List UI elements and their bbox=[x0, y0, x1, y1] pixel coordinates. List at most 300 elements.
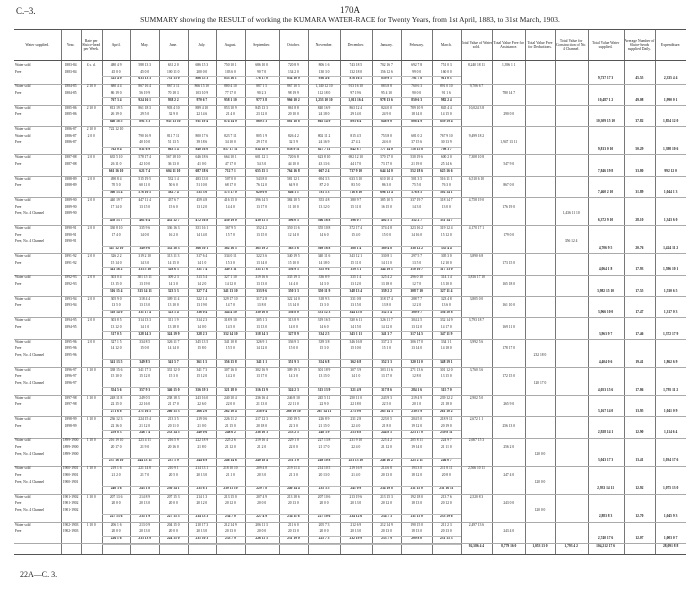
cell-aug: 14 4 0 bbox=[225, 204, 235, 209]
cell-jul: 103 10 9 bbox=[195, 91, 209, 96]
cell-jun: 20 0 0 bbox=[168, 501, 178, 506]
cell-nov: 267 14 11 bbox=[316, 408, 332, 413]
cell-apr: 20 17 0 bbox=[110, 445, 122, 450]
cell-aug: 14 12 0 bbox=[225, 282, 236, 287]
cell-feb: 284 1 6 bbox=[411, 387, 423, 392]
cell-mar: 20 12 0 bbox=[440, 501, 452, 506]
cell-jul: 14 2 0 bbox=[197, 282, 207, 287]
cell-oct: 350 11 6 bbox=[287, 226, 300, 230]
cell-apr: 560 13 4 bbox=[109, 189, 123, 194]
cell-year: 1886-87 bbox=[64, 140, 77, 145]
cell-td: 120 0 0 bbox=[534, 507, 546, 512]
cell-avg: 49.08 bbox=[635, 97, 644, 102]
cell-avg: 17.55 bbox=[635, 288, 644, 293]
cell-feb: 296 0 10 bbox=[410, 275, 423, 280]
cell-jun: 227 15 3 bbox=[166, 514, 180, 519]
cell-mar: 231 16 11 bbox=[439, 486, 454, 491]
cell-feb: 192 18 0 bbox=[410, 494, 423, 499]
cell-ta: 547 9 0 bbox=[503, 161, 515, 166]
cell-sep: 341 1 1 bbox=[256, 359, 267, 364]
cell-feb: 211 11 0 bbox=[410, 514, 423, 519]
cell-jan: 223 0 5 bbox=[381, 417, 392, 422]
cell-feb: 190 15 0 bbox=[410, 522, 423, 527]
cell-jan: 233 7 9 bbox=[381, 535, 392, 540]
cell-jul: 886 15 3 bbox=[195, 76, 209, 81]
cell-nov: 235 3 5 bbox=[318, 486, 330, 491]
cell-td: 120 0 0 bbox=[534, 479, 546, 484]
cell-feb: 12 7 0 bbox=[412, 282, 422, 287]
cell-nov: 315 13 9 bbox=[317, 387, 331, 392]
cell-nov: 354 6 8 bbox=[318, 359, 330, 364]
cell-jul: 41 0 0 bbox=[197, 161, 207, 166]
cell-jul: 214 13 1 bbox=[195, 466, 209, 471]
cell-may: 13 19 0 bbox=[139, 282, 151, 287]
cell-mar: 318 14 7 bbox=[440, 197, 453, 202]
cell-jun: 324 19 9 bbox=[166, 331, 180, 336]
cell-year: 1902-1903 bbox=[62, 522, 79, 527]
cell-feb: 20 1 0 bbox=[412, 402, 422, 407]
cell-nov: 20 0 0 bbox=[319, 529, 329, 534]
cell-aug: 341 10 8 bbox=[224, 339, 237, 344]
cell-jun: 311 1 9 bbox=[167, 318, 179, 323]
cell-water: Free bbox=[15, 374, 22, 379]
cell-dec: 388 1 4 bbox=[350, 245, 362, 250]
cell-feb: 14 3 0 bbox=[412, 204, 422, 209]
cell-year: 1901-1902 bbox=[62, 494, 79, 499]
cell-mar: 315 7 0 bbox=[440, 387, 452, 392]
cell-feb: 337 19 7 bbox=[410, 197, 423, 202]
cell-may: 334 8 5 bbox=[139, 339, 151, 344]
cell-mar: 14 15 0 bbox=[440, 112, 452, 117]
cell-jun: 532 1 4 bbox=[167, 176, 179, 181]
cell-oct: 98 19 9 bbox=[287, 91, 299, 96]
cell-aug: 575 17 0 bbox=[224, 189, 237, 194]
cell-oct: 351 9 3 bbox=[287, 359, 299, 364]
cell-apr: 207 13 6 bbox=[109, 494, 123, 499]
cell-sep: 227 4 9 bbox=[256, 514, 267, 519]
cell-nov: 334 2 5 bbox=[318, 331, 330, 336]
cell-apr: 15 10 0 bbox=[110, 374, 122, 379]
cell-apr: 327 1 5 bbox=[110, 339, 122, 344]
cell-nov: 827 7 11 bbox=[317, 147, 331, 152]
column-header-ts: Total Value Water supplied. bbox=[592, 40, 620, 49]
cell-oct: 240 14 4 bbox=[287, 486, 300, 491]
cell-apr: 680 4 4 bbox=[110, 84, 122, 89]
cell-tc: 1,436 11 10 bbox=[562, 211, 580, 216]
cell-aug: 239 11 10 bbox=[223, 486, 238, 491]
cell-jul: 889 4 10 bbox=[195, 105, 209, 110]
cell-oct: 15 0 0 bbox=[288, 346, 298, 351]
cell-water: Free bbox=[15, 112, 22, 117]
cell-aug: 14 2 0 bbox=[225, 374, 235, 379]
cell-nov: 227 10 6 bbox=[317, 514, 331, 519]
cell-mar: 211 2 3 bbox=[440, 522, 452, 527]
cell-jul: 15 8 0 bbox=[197, 346, 207, 351]
cell-dec: 13 12 0 bbox=[350, 282, 362, 287]
cell-may: 45 0 0 bbox=[140, 69, 150, 74]
cell-apr: 226 1 6 bbox=[110, 535, 122, 540]
cell-avg: 12.70 bbox=[635, 514, 644, 519]
cell-apr: 330 8 10 bbox=[109, 226, 123, 230]
cell-water: Water sold bbox=[15, 105, 31, 110]
cell-apr: 480 4 9 bbox=[110, 63, 122, 67]
cell-dec: 331 0 8 bbox=[350, 296, 362, 301]
cell-jun: 20 11 0 bbox=[167, 423, 179, 428]
cell-dec: 343 12 1 bbox=[349, 254, 363, 259]
cell-year: 1892-93 bbox=[64, 275, 77, 280]
column-header-dec: December. bbox=[347, 42, 364, 47]
cell-jan: 14 11 0 bbox=[381, 260, 392, 265]
cell-mar: 334 1 1 bbox=[440, 339, 452, 344]
cell-may: 60 11 0 bbox=[139, 183, 151, 188]
cell-oct: 13 14 0 bbox=[287, 303, 299, 308]
cell-jan: 13 8 0 bbox=[382, 303, 391, 308]
cell-jul: 327 7 4 bbox=[196, 288, 208, 293]
cell-water: Free, No. 4 Channel bbox=[15, 479, 45, 484]
cell-mar: 335 4 4 bbox=[440, 245, 452, 250]
cell-dec: 307 3 9 bbox=[350, 367, 362, 372]
cell-sep: 207 4 9 bbox=[256, 494, 267, 499]
cell-jan: 644 14 0 bbox=[380, 168, 393, 173]
cell-sep: 20 3 0 bbox=[257, 473, 267, 478]
cell-mar: 982 2 4 bbox=[440, 97, 452, 102]
cell-apr: 440 19 7 bbox=[109, 197, 123, 202]
cell-water: Water sold bbox=[15, 466, 31, 471]
cell-water: Free bbox=[15, 161, 22, 166]
cell-exp: 1,003 0 7 bbox=[663, 535, 678, 540]
cell-nov: 227 13 8 bbox=[317, 438, 331, 443]
cell-jun: 731 13 0 bbox=[166, 76, 180, 81]
cell-oct: 219 11 4 bbox=[287, 466, 300, 471]
cell-jan: 317 8 6 bbox=[381, 387, 392, 392]
cell-apr: 219 1 6 bbox=[110, 466, 122, 471]
cell-aug: 20 12 0 bbox=[225, 501, 236, 506]
cell-jan: 213 15 3 bbox=[380, 494, 393, 499]
cell-aug: 430 19 0 bbox=[224, 217, 237, 222]
cell-apr: 840 18 5 bbox=[109, 119, 123, 124]
subtotal-rule bbox=[102, 119, 461, 120]
cell-apr: 45 0 0 bbox=[111, 69, 121, 74]
cell-apr: 305 9 0 bbox=[110, 296, 122, 301]
cell-sep: 20 0 0 bbox=[257, 529, 267, 534]
cell-mar: 845 4 4 bbox=[440, 105, 452, 110]
cell-oct: 21 3 0 bbox=[288, 473, 298, 478]
cell-jul: 459 4 8 bbox=[196, 197, 208, 202]
cell-nov: 336 8 9 bbox=[318, 275, 330, 280]
cell-nov: 24 18 0 bbox=[318, 112, 330, 117]
cell-feb: 205 8 11 bbox=[410, 438, 423, 443]
cell-rate: 2 10 0 bbox=[86, 84, 96, 89]
cell-may: 20 13 0 bbox=[139, 529, 151, 534]
cell-aug: 68 17 0 bbox=[225, 183, 236, 188]
cell-water: Free bbox=[15, 529, 22, 534]
subtotal-rule bbox=[102, 536, 461, 537]
cell-may: 21 12 0 bbox=[139, 423, 151, 428]
column-header-may: May. bbox=[140, 42, 149, 47]
cell-jul: 20 13 0 bbox=[196, 529, 208, 534]
cell-jan: 86 3 0 bbox=[382, 183, 391, 188]
cell-rate: 2 0 0 bbox=[87, 339, 95, 344]
cell-apr: 767 3 4 bbox=[110, 97, 122, 102]
cell-sep: 319 16 6 bbox=[255, 275, 268, 280]
cell-oct: 340 19 5 bbox=[287, 254, 300, 259]
cell-jul: 219 0 6 bbox=[196, 417, 208, 422]
cell-mar: 30 13 9 bbox=[440, 140, 452, 145]
cell-mar: 21 11 0 bbox=[440, 445, 452, 450]
cell-dec: 219 16 9 bbox=[349, 466, 363, 471]
cell-jan: 610 10 4 bbox=[380, 176, 393, 181]
cell-dec: 815 4 5 bbox=[350, 133, 362, 138]
cell-jun: 935 13 10 bbox=[166, 119, 181, 124]
cell-jun: 452 12 7 bbox=[166, 217, 180, 222]
cell-mar: 224 9 7 bbox=[440, 438, 452, 443]
cell-jun: 70 18 3 bbox=[167, 91, 179, 96]
cell-mar: 213 7 6 bbox=[440, 494, 452, 499]
subtotal-rule bbox=[102, 76, 461, 77]
subtotal-rule bbox=[102, 147, 461, 148]
cell-ta: 243 4 0 bbox=[503, 529, 515, 534]
cell-water: Water sold bbox=[15, 133, 31, 138]
summary-table bbox=[14, 29, 686, 555]
cell-may: 221 14 8 bbox=[138, 466, 151, 471]
column-header-mar: March. bbox=[440, 42, 452, 47]
cell-nov: 623 8 10 bbox=[317, 155, 331, 160]
cell-dec: 1,011 16 4 bbox=[348, 97, 364, 102]
cell-nov: 15 3 0 bbox=[319, 346, 329, 351]
cell-nov: 353 4 8 bbox=[318, 197, 330, 202]
cell-jun: 938 2 2 bbox=[167, 97, 179, 102]
cell-ts: 9,813 0 10 bbox=[597, 147, 614, 152]
cell-aug: 321 18 0 bbox=[224, 387, 237, 392]
cell-nov: 936 4 6 bbox=[318, 76, 330, 81]
cell-may: 318 4 4 bbox=[139, 296, 151, 301]
cell-rate: 2 0 0 bbox=[87, 176, 95, 181]
cell-nov: 14 6 0 bbox=[319, 324, 329, 329]
cell-aug: 874 14 9 bbox=[224, 119, 237, 124]
cell-jan: 214 6 8 bbox=[381, 466, 392, 471]
cell-jan: 326 11 7 bbox=[380, 318, 393, 323]
cell-may: 831 6 9 bbox=[139, 147, 151, 152]
cell-oct: 213 18 6 bbox=[287, 494, 300, 499]
cell-jan: 20 13 0 bbox=[381, 529, 392, 534]
cell-apr: 341 13 5 bbox=[109, 359, 123, 364]
column-header-exp: Expenditure. bbox=[660, 42, 681, 47]
cell-may: 56 19 9 bbox=[139, 91, 151, 96]
cell-jan: 234 7 3 bbox=[381, 514, 392, 519]
cell-jan: 73 17 0 bbox=[381, 161, 392, 166]
cell-dec: 396 0 7 bbox=[350, 217, 362, 222]
cell-feb: 297 5 7 bbox=[411, 254, 423, 259]
cell-may: 243 1 8 bbox=[139, 486, 151, 491]
cell-nov: 355 9 6 bbox=[318, 267, 330, 272]
cell-sep: 326 9 1 bbox=[256, 339, 267, 344]
cell-jun: 903 4 10 bbox=[166, 105, 180, 110]
cell-dec: 359 3 1 bbox=[350, 267, 362, 272]
cell-sep: 335 17 6 bbox=[255, 267, 268, 272]
cell-feb: 18 13 0 bbox=[411, 529, 423, 534]
cell-jun: 863 1 4 bbox=[167, 147, 179, 152]
cell-exp: 2,335 4 4 bbox=[663, 76, 678, 81]
cell-water: Water sold bbox=[15, 155, 31, 160]
cell-apr: 813 19 5 bbox=[109, 105, 123, 110]
cell-aug: 226 11 2 bbox=[224, 417, 237, 422]
cell-oct: 327 8 9 bbox=[287, 331, 299, 336]
cell-sep: 776 17 0 bbox=[255, 76, 268, 81]
cell-nov: 130 3 0 bbox=[318, 69, 330, 74]
cell-sep: 869 5 3 bbox=[256, 119, 267, 124]
cell-jan: 385 10 5 bbox=[380, 197, 393, 202]
cell-jan: 570 17 0 bbox=[380, 155, 393, 160]
cell-jul: 243 16 0 bbox=[195, 395, 209, 400]
cell-year: 1894-95 bbox=[64, 324, 77, 329]
cell-apr: 490 8 4 bbox=[110, 176, 122, 181]
cell-aug: 334 0 11 bbox=[224, 254, 237, 259]
cell-water: Water sold bbox=[15, 318, 31, 323]
cell-mar: 891 0 10 bbox=[440, 84, 453, 89]
cell-may: 213 0 9 bbox=[139, 522, 151, 527]
cell-ta: 247 4 0 bbox=[503, 473, 515, 478]
cell-water: Water sold bbox=[15, 254, 31, 259]
cell-jan: 14 12 0 bbox=[381, 324, 392, 329]
cell-jun: 328 6 3 bbox=[167, 267, 179, 272]
cell-sep: 29 17 0 bbox=[256, 140, 267, 145]
cell-year: 1891-92 bbox=[64, 260, 77, 265]
cell-tc: 1,793 4 2 bbox=[564, 543, 578, 548]
cell-rate: £ s. d. bbox=[86, 63, 96, 67]
cell-may: 578 17 4 bbox=[138, 155, 151, 160]
cell-ta: 176 19 0 bbox=[502, 204, 516, 209]
cell-may: 15 0 0 bbox=[140, 346, 150, 351]
cell-water: Free bbox=[15, 204, 22, 209]
cell-mar: 798 3 7 bbox=[440, 147, 452, 152]
cell-water: Water sold bbox=[15, 367, 31, 372]
cell-aug: 14 5 0 bbox=[225, 324, 235, 329]
subtotal-rule bbox=[102, 310, 461, 311]
cell-tv: 2,566 10 11 bbox=[467, 466, 485, 471]
cell-year: 1897-98 bbox=[64, 395, 77, 400]
cell-sep: 13 17 0 bbox=[256, 204, 267, 209]
cell-jul: 20 12 0 bbox=[196, 501, 208, 506]
cell-nov: 112 18 0 bbox=[317, 91, 331, 96]
cell-apr: 20 0 0 bbox=[111, 501, 121, 506]
cell-jun: 21 17 0 bbox=[167, 402, 179, 407]
cell-mar: 239 12 2 bbox=[440, 395, 453, 400]
cell-tc: 356 12 4 bbox=[564, 239, 578, 244]
cell-jan: 325 4 2 bbox=[381, 275, 392, 280]
cell-sep: 13 8 0 bbox=[257, 303, 267, 308]
cell-aug: 664 10 1 bbox=[224, 155, 237, 160]
cell-rate: 2 0 0 bbox=[87, 254, 95, 259]
cell-sep: 90 7 0 bbox=[257, 69, 267, 74]
column-header-rate: Rate per Sluice-head per Week. bbox=[82, 38, 101, 52]
cell-mar: 12 10 0 bbox=[440, 260, 452, 265]
cell-may: 335 9 6 bbox=[139, 226, 151, 230]
cell-avg: 50.29 bbox=[635, 147, 644, 152]
cell-jul: 356 19 3 bbox=[195, 387, 209, 392]
cell-sep: 20 18 0 bbox=[256, 423, 267, 428]
cell-tv: 10,024 3 8 bbox=[468, 105, 485, 110]
cell-sep: 318 14 3 bbox=[255, 331, 268, 336]
cell-nov: 14 3 0 bbox=[319, 282, 329, 287]
cell-dec: 346 16 8 bbox=[349, 339, 363, 344]
cell-apr: 22 15 0 bbox=[110, 402, 122, 407]
cell-sep: 238 10 3 bbox=[255, 430, 268, 435]
cell-exp: 1,343 6 0 bbox=[663, 217, 678, 222]
cell-aug: 341 13 10 bbox=[223, 288, 238, 293]
cell-feb: 225 2 11 bbox=[410, 458, 423, 463]
cell-sep: 21 2 0 bbox=[257, 445, 267, 450]
cell-nov: 225 7 3 bbox=[318, 535, 330, 540]
cell-jun: 207 15 3 bbox=[166, 494, 180, 499]
cell-sep: 805 1 9 bbox=[256, 133, 267, 138]
cell-sep: 333 9 6 bbox=[256, 288, 267, 293]
cell-apr: 661 16 10 bbox=[108, 168, 124, 173]
cell-jul: 866 15 10 bbox=[194, 84, 210, 89]
cell-feb: 306 17 0 bbox=[410, 339, 423, 344]
subtotal-rule bbox=[102, 458, 461, 459]
cell-jul: 14 14 0 bbox=[196, 232, 208, 237]
cell-jul: 840 16 0 bbox=[195, 147, 209, 152]
cell-jan: 337 2 3 bbox=[381, 339, 392, 344]
cell-oct: 234 11 6 bbox=[287, 514, 300, 519]
cell-dec: 716 8 10 bbox=[349, 189, 363, 194]
cell-rate: 2 10 0 bbox=[86, 127, 96, 132]
subtotal-rule bbox=[102, 267, 461, 268]
cell-water: Water sold bbox=[15, 127, 31, 132]
cell-mar: 323 4 8 bbox=[440, 296, 452, 301]
cell-apr: 271 6 8 bbox=[110, 408, 122, 413]
cell-may: 349 8 5 bbox=[139, 359, 151, 364]
cell-dec: 913 16 10 bbox=[348, 84, 363, 89]
cell-feb: 850 6 3 bbox=[411, 97, 423, 102]
cell-apr: 26 19 0 bbox=[110, 112, 122, 117]
cell-dec: 372 17 4 bbox=[349, 226, 363, 230]
cell-sep: 209 4 8 bbox=[256, 466, 267, 471]
cell-water: Water sold bbox=[15, 84, 31, 89]
cell-feb: 211 15 0 bbox=[410, 486, 423, 491]
cell-may: 790 16 9 bbox=[138, 133, 151, 138]
cell-ta: 172 15 0 bbox=[502, 374, 516, 379]
cell-jul: 328 2 3 bbox=[196, 331, 208, 336]
cell-feb: 21 19 0 bbox=[411, 161, 423, 166]
cell-sep: 226 11 3 bbox=[255, 535, 268, 540]
cell-mar: 331 14 7 bbox=[440, 217, 453, 222]
cell-nov: 13 12 0 bbox=[318, 204, 330, 209]
cell-jun: 224 15 0 bbox=[166, 535, 180, 540]
cell-jan: 402 5 5 bbox=[381, 217, 392, 222]
cell-may: 349 9 6 bbox=[139, 245, 151, 250]
cell-avg: 33.80 bbox=[635, 168, 644, 173]
cell-ta: 161 10 0 bbox=[502, 303, 516, 308]
cell-oct: 324 2 3 bbox=[287, 387, 299, 392]
column-header-td: Total Value Free for Deductions. bbox=[527, 40, 553, 49]
cell-aug: 344 4 10 bbox=[224, 310, 237, 315]
cell-nov: 301 18 9 bbox=[317, 367, 331, 372]
cell-water: Water sold bbox=[15, 226, 31, 230]
cell-feb: 219 4 9 bbox=[411, 395, 423, 400]
cell-apr: 354 5 6 bbox=[110, 387, 122, 392]
cell-aug: 225 2 6 bbox=[225, 438, 236, 443]
cell-exp: 992 12 0 bbox=[664, 168, 677, 173]
column-header-avg: Average Number of Sluice-heads supplied Daily. bbox=[624, 38, 655, 52]
cell-year: 1895-96 bbox=[64, 352, 77, 357]
cell-nov: 340 11 6 bbox=[317, 254, 331, 259]
cell-jun: 309 11 4 bbox=[167, 296, 180, 301]
cell-jan: 330 8 1 bbox=[381, 254, 392, 259]
cell-aug: 21 15 0 bbox=[225, 423, 236, 428]
cell-feb: 338 12 2 bbox=[410, 245, 423, 250]
cell-aug: 21 4 0 bbox=[225, 112, 235, 117]
